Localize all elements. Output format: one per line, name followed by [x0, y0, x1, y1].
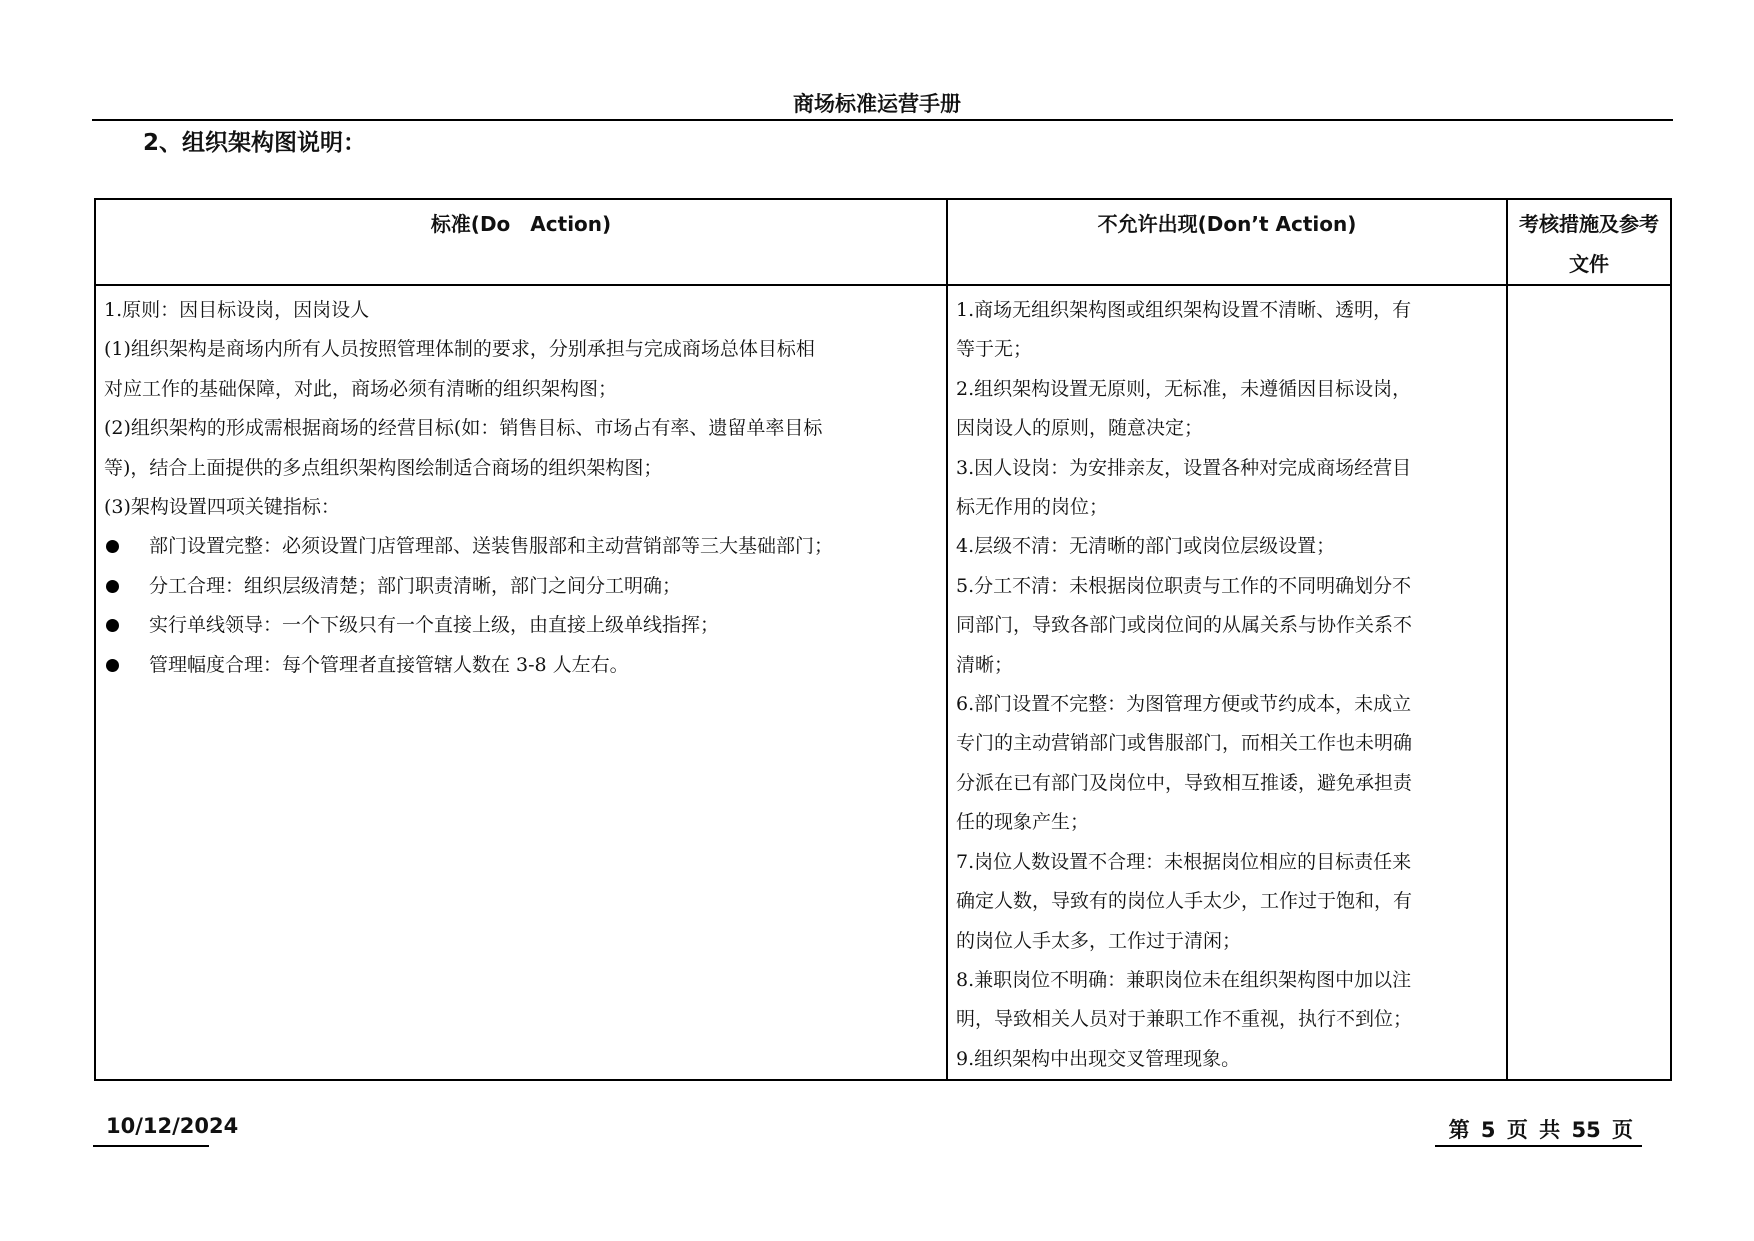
do-action-line: 等)，结合上面提供的多点组织架构图绘制适合商场的组织架构图； — [104, 456, 663, 479]
footer-date-underline — [93, 1145, 209, 1147]
dont-action-line: 3.因人设岗：为安排亲友，设置各种对完成商场经营目 — [956, 456, 1412, 479]
bullet-text: 实行单线领导：一个下级只有一个直接上级，由直接上级单线指挥； — [149, 614, 720, 637]
bullet-icon — [106, 580, 119, 593]
dont-action-line: 专门的主动营销部门或售服部门，而相关工作也未明确 — [956, 732, 1413, 755]
dont-action-line: 4.层级不清：无清晰的部门或岗位层级设置； — [956, 535, 1336, 558]
column-header-do-action: 标准(Do Action) — [95, 199, 947, 285]
column-header-dont-action: 不允许出现(Don’t Action) — [947, 199, 1507, 285]
dont-action-line: 明，导致相关人员对于兼职工作不重视，执行不到位； — [956, 1008, 1413, 1031]
assessment-cell — [1507, 285, 1671, 1080]
table-row — [95, 285, 1671, 1080]
bullet-icon — [106, 659, 119, 672]
dont-action-line: 同部门，导致各部门或岗位间的从属关系与协作关系不 — [956, 614, 1413, 637]
do-action-line: 1.原则：因目标设岗，因岗设人 — [104, 299, 370, 321]
table-header-row — [95, 199, 1671, 285]
dont-action-line: 的岗位人手太多，工作过于清闲； — [956, 929, 1242, 952]
bullet-item — [104, 606, 938, 645]
dont-action-line: 6.部门设置不完整：为图管理方便或节约成本，未成立 — [956, 693, 1412, 716]
dont-action-line: 因岗设人的原则，随意决定； — [956, 417, 1204, 440]
dont-action-cell — [947, 285, 1507, 1080]
dont-action-line: 5.分工不清：未根据岗位职责与工作的不同明确划分不 — [956, 574, 1412, 597]
section-heading: 2、组织架构图说明： — [143, 130, 367, 156]
dont-action-line: 2.组织架构设置无原则，无标准，未遵循因目标设岗， — [956, 377, 1412, 400]
dont-action-line: 1.商场无组织架构图或组织架构设置不清晰、透明，有 — [956, 299, 1412, 321]
bullet-text: 部门设置完整：必须设置门店管理部、送装售服部和主动营销部等三大基础部门； — [149, 535, 834, 558]
header-rule — [92, 119, 1673, 121]
dont-action-line: 清晰； — [956, 653, 1014, 676]
do-action-line: 对应工作的基础保障，对此，商场必须有清晰的组织架构图； — [104, 377, 618, 400]
bullet-icon — [106, 619, 119, 632]
dont-action-line: 标无作用的岗位； — [956, 496, 1109, 519]
bullet-item — [104, 646, 938, 685]
footer-page-underline — [1435, 1145, 1642, 1147]
bullet-item — [104, 567, 938, 606]
bullet-icon — [106, 540, 119, 553]
dont-action-line: 任的现象产生； — [956, 811, 1090, 834]
dont-action-line: 等于无； — [956, 338, 1033, 361]
bullet-item — [104, 527, 938, 566]
dont-action-line: 7.岗位人数设置不合理：未根据岗位相应的目标责任来 — [956, 850, 1412, 873]
column-header-assessment: 考核措施及参考文件 — [1507, 199, 1671, 285]
bullet-text: 分工合理：组织层级清楚；部门职责清晰，部门之间分工明确； — [149, 574, 682, 597]
do-action-line: (3)架构设置四项关键指标： — [104, 496, 340, 519]
do-action-line: (2)组织架构的形成需根据商场的经营目标(如：销售目标、市场占有率、遗留单率目标 — [104, 417, 823, 440]
page-header-title: 商场标准运营手册 — [793, 92, 961, 116]
dont-action-line: 分派在已有部门及岗位中，导致相互推诿，避免承担责 — [956, 771, 1413, 794]
do-action-cell — [95, 285, 947, 1080]
bullet-text: 管理幅度合理：每个管理者直接管辖人数在 3-8 人左右。 — [149, 653, 629, 676]
dont-action-line: 9.组织架构中出现交叉管理现象。 — [956, 1047, 1241, 1070]
footer-date: 10/12/2024 — [106, 1114, 239, 1138]
footer-page-number: 第 5 页 共 55 页 — [1448, 1118, 1633, 1142]
do-action-line: (1)组织架构是商场内所有人员按照管理体制的要求，分别承担与完成商场总体目标相 — [104, 338, 815, 361]
dont-action-line: 8.兼职岗位不明确：兼职岗位未在组织架构图中加以注 — [956, 968, 1412, 991]
dont-action-line: 确定人数，导致有的岗位人手太少，工作过于饱和，有 — [956, 890, 1413, 913]
standards-table — [94, 198, 1672, 1081]
